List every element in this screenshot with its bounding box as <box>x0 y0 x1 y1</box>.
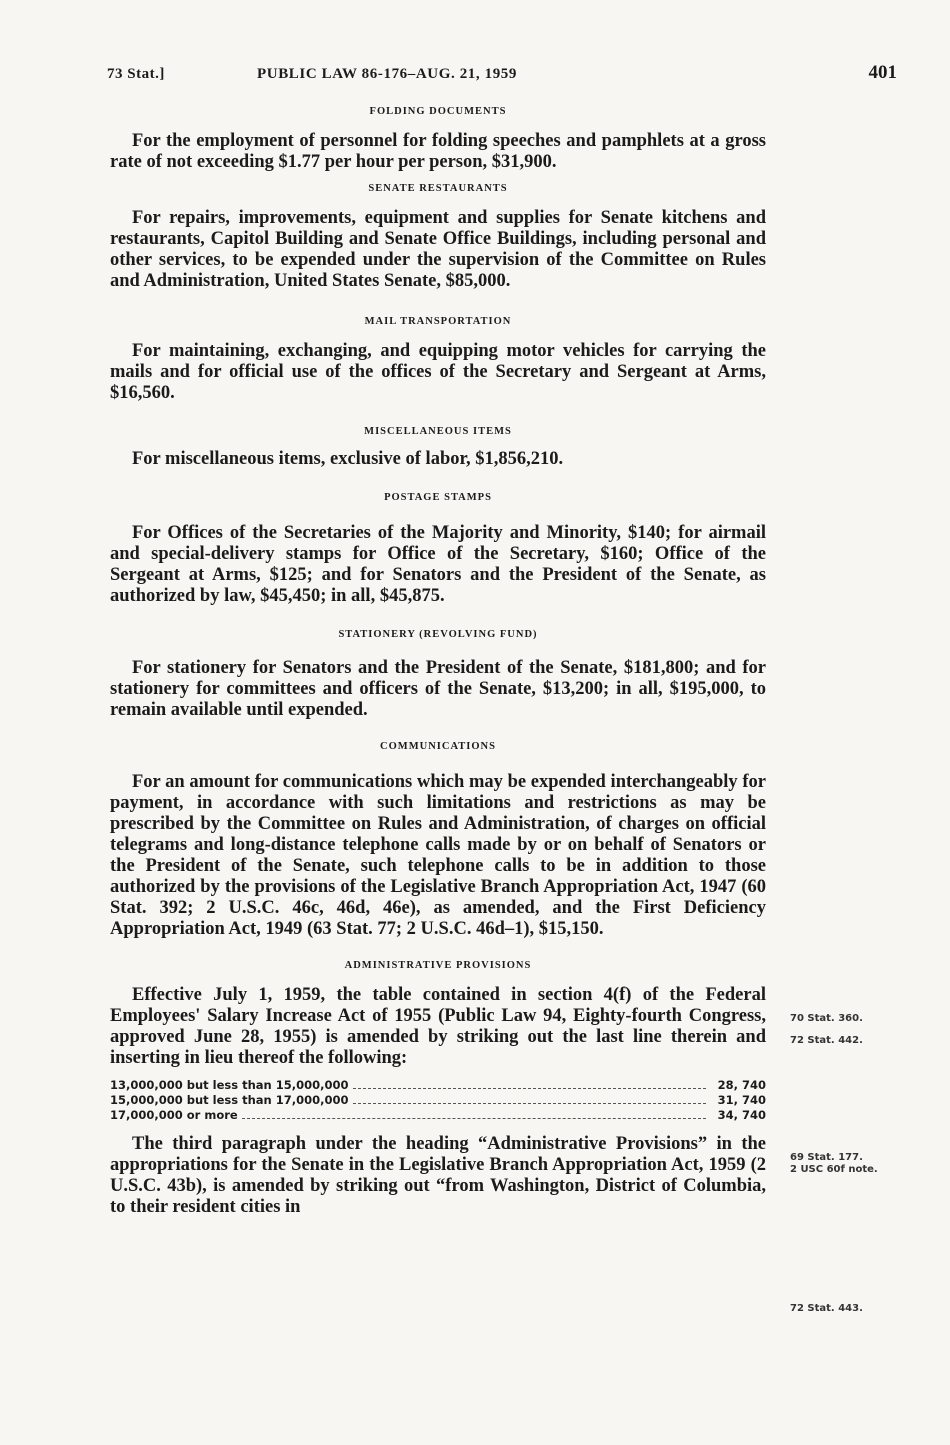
marginal-note: 72 Stat. 443. <box>790 1303 863 1314</box>
section-paragraph: For Offices of the Secretaries of the Majority and Minority, $140; for airmail and special-delivery stamps for Office of the Secretary, $160; Office of the Sergeant at Arms, $125; and for Senators and the President of the Senate, as authorized by law, $45,450; in all, $45,875. <box>110 523 766 606</box>
section-paragraph: The third paragraph under the heading “Administrative Provisions” in the appropriations for the Senate in the Legislative Branch Appropriation Act, 1959 (2 U.S.C. 43b), is amended by striking out “from Washington, District of Columbia, to their resident cities in <box>110 1134 766 1217</box>
section-paragraph: For maintaining, exchanging, and equipping motor vehicles for carrying the mails and for official use of the offices of the Secretary and Sergeant at Arms, $16,560. <box>110 341 766 403</box>
section-administrative-provisions <box>110 960 766 1218</box>
section-heading: STATIONERY (REVOLVING FUND) <box>338 629 538 640</box>
table-cell-label: 13,000,000 but less than 15,000,000 <box>110 1078 349 1092</box>
section-heading: FOLDING DOCUMENTS <box>369 106 507 117</box>
section-paragraph: For stationery for Senators and the President of the Senate, $181,800; and for stationery for committees and officers of the Senate, $13,200; in all, $195,000, to remain available until expended. <box>110 658 766 720</box>
header-volume: 73 Stat.] <box>107 66 165 82</box>
header-title: PUBLIC LAW 86-176–AUG. 21, 1959 <box>257 66 518 82</box>
table-cell-label: 17,000,000 or more <box>110 1108 238 1122</box>
section-heading: SENATE RESTAURANTS <box>368 183 508 194</box>
marginal-note: 70 Stat. 360. <box>790 1013 863 1024</box>
table-cell-value: 28, 740 <box>717 1078 766 1092</box>
marginal-note: 72 Stat. 442. <box>790 1035 863 1046</box>
table-row <box>110 1092 766 1107</box>
section-miscellaneous-items <box>110 426 766 470</box>
section-stationery <box>110 629 766 721</box>
running-header <box>107 62 907 86</box>
marginal-note: 2 USC 60f note. <box>790 1164 878 1175</box>
section-heading: MAIL TRANSPORTATION <box>364 316 512 327</box>
leader-dots <box>353 1088 707 1089</box>
section-heading: ADMINISTRATIVE PROVISIONS <box>344 960 532 971</box>
table-cell-value: 34, 740 <box>717 1108 766 1122</box>
salary-table <box>110 1077 766 1122</box>
section-paragraph: For repairs, improvements, equipment and supplies for Senate kitchens and restaurants, Capitol Building and Senate Office Buildings, including personal and other services, to be expended under the supervision of the Committee on Rules and Administration, United States Senate, $85,000. <box>110 208 766 291</box>
table-row <box>110 1077 766 1092</box>
section-senate-restaurants <box>110 183 766 292</box>
table-row <box>110 1107 766 1122</box>
marginal-note: 69 Stat. 177. <box>790 1152 863 1163</box>
leader-dots <box>353 1103 707 1104</box>
table-cell-label: 15,000,000 but less than 17,000,000 <box>110 1093 349 1107</box>
leader-dots <box>242 1118 706 1119</box>
section-heading: POSTAGE STAMPS <box>384 492 492 503</box>
section-mail-transportation <box>110 316 766 404</box>
section-paragraph: Effective July 1, 1959, the table contained in section 4(f) of the Federal Employees' Salary Increase Act of 1955 (Public Law 94, Eighty-fourth Congress, approved June 28, 1955) is amended by striking out the last line therein and inserting in lieu thereof the following: <box>110 985 766 1068</box>
body-column <box>110 98 766 1218</box>
table-cell-value: 31, 740 <box>717 1093 766 1107</box>
section-paragraph: For the employment of personnel for folding speeches and pamphlets at a gross rate of not exceeding $1.77 per hour per person, $31,900. <box>110 131 766 172</box>
section-postage-stamps <box>110 492 766 607</box>
page-number: 401 <box>868 62 897 83</box>
section-communications <box>110 741 766 940</box>
section-heading: COMMUNICATIONS <box>380 741 496 752</box>
section-folding-documents <box>110 106 766 173</box>
section-paragraph: For miscellaneous items, exclusive of labor, $1,856,210. <box>132 449 564 469</box>
section-heading: MISCELLANEOUS ITEMS <box>364 426 512 437</box>
section-paragraph: For an amount for communications which may be expended interchangeably for payment, in accordance with such limitations and restrictions as may be prescribed by the Committee on Rules and Administration, of charges on official telegrams and long-distance telephone calls made by or on behalf of Senators or the President of the Senate, such telephone calls to be in addition to those authorized by the provisions of the Legislative Branch Appropriation Act, 1947 (60 Stat. 392; 2 U.S.C. 46c, 46d, 46e), as amended, and the First Deficiency Appropriation Act, 1949 (63 Stat. 77; 2 U.S.C. 46d–1), $15,150. <box>110 772 766 939</box>
